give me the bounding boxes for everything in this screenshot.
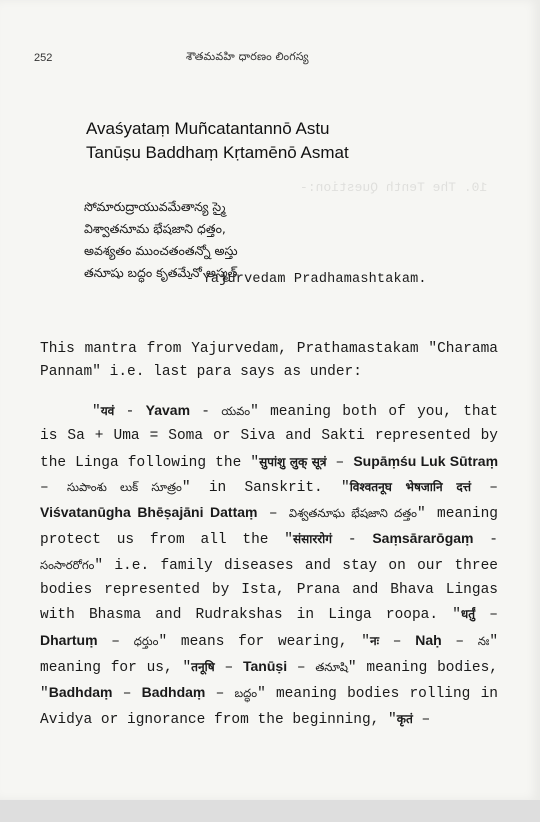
- text-run: " means for wearing, ": [158, 633, 370, 650]
- transliterated-term: Viśvatanūgha Bhēṣajāni Dattaṃ: [40, 504, 258, 521]
- section-title: [86, 117, 349, 165]
- telugu-term: నః: [477, 633, 490, 648]
- telugu-term: సంసారరోగం: [40, 557, 95, 572]
- transliterated-term: Badhdaṃ: [141, 684, 206, 701]
- text-run: -: [473, 532, 498, 549]
- text-run: " meaning for us, ": [40, 633, 499, 676]
- text-run: " meaning bodies, ": [40, 659, 498, 703]
- text-run: " in Sanskrit. ": [181, 479, 350, 496]
- transliterated-term: Dhartuṃ: [40, 631, 98, 648]
- devanagari-term: यवं: [100, 404, 115, 418]
- transliterated-term: Naḥ: [415, 631, 442, 648]
- title-line-2: Tanūṣu Baddhaṃ Kṛtamēnō Asmat: [86, 143, 349, 162]
- show-through-text: 10. The Tenth Question:-: [300, 180, 488, 195]
- telugu-term: తనూషి: [315, 659, 348, 674]
- telugu-term: ధర్తుం: [133, 633, 159, 648]
- text-run: –: [97, 633, 134, 650]
- text-run: –: [475, 607, 498, 624]
- title-line-1: Avaśyataṃ Muñcatantannō Astu: [86, 119, 330, 138]
- running-head: శౌతమవహి ధారణం లింగస్య: [186, 50, 309, 63]
- transliterated-term: Saṃsārarōgaṃ: [372, 530, 474, 547]
- text-run: " meaning bodies rolling in Avidya or ignorance from the beginning, ": [40, 686, 498, 728]
- devanagari-term: धर्तुं: [460, 607, 476, 622]
- text-run: –: [412, 711, 431, 728]
- text-run: ": [92, 404, 101, 420]
- transliterated-term: Tanūṣi: [243, 657, 288, 674]
- verse-line-3: అవశ్యతం ముంచతంతన్నో అస్తు: [84, 243, 238, 258]
- telugu-term: విశ్వతనూఘ భేషజాని దత్తం: [288, 506, 417, 521]
- devanagari-term: संसाररोगं: [293, 532, 333, 547]
- devanagari-term: विश्वतनूघ भेषजानि दत्तं: [349, 479, 472, 494]
- transliterated-term: Badhdaṃ: [48, 684, 113, 701]
- devanagari-term: नः: [369, 633, 380, 648]
- devanagari-term: तनूषि: [191, 659, 215, 674]
- text-run: -: [332, 532, 373, 549]
- verse-line-4: తనూషు బద్ధం కృతమేనో అస్మత్: [84, 265, 238, 280]
- devanagari-term: कृतं: [396, 711, 413, 726]
- text-run: " meaning both of you, that is Sa + Uma = Soma or Siva and Sakti represented by the Linga following the ": [40, 404, 498, 471]
- text-run: –: [40, 479, 67, 496]
- body-text: [40, 338, 498, 732]
- text-run: –: [112, 686, 142, 703]
- page-number: 252: [34, 52, 53, 64]
- telugu-verse: [84, 196, 238, 284]
- paragraph-explanation: [40, 398, 498, 732]
- text-run: –: [471, 479, 498, 496]
- text-run: –: [287, 659, 316, 676]
- text-run: -: [114, 404, 146, 420]
- scan-bottom-margin: [0, 800, 540, 822]
- text-run: –: [214, 659, 243, 676]
- telugu-term: బద్ధం: [234, 686, 258, 701]
- text-run: –: [379, 633, 416, 650]
- verse-attribution: - Yajurvedam Pradhamashtakam.: [186, 272, 427, 287]
- telugu-term: సుపాంశు లుక్ సూత్రం: [66, 479, 182, 494]
- transliterated-term: Supāṃśu Luk Sūtraṃ: [353, 452, 499, 469]
- text-run: " i.e. family diseases and stay on our three bodies represented by Ista, Prana and Bhava Lingas with Bhasma and Rudrakshas in Linga roopa. ": [40, 557, 498, 624]
- text-run: –: [205, 686, 235, 703]
- verse-line-2: విశ్వాతనూమ భేషజాని ధత్తం,: [84, 221, 226, 236]
- telugu-term: యవం: [221, 404, 251, 418]
- verse-line-1: సోమారుద్రాయువమేతాన్య స్మై: [84, 199, 226, 214]
- devanagari-term: सुपांशु लुक् सूत्रं: [259, 454, 327, 469]
- text-run: –: [257, 506, 289, 523]
- text-run: –: [441, 633, 478, 650]
- transliterated-term: Yavam: [145, 402, 191, 418]
- paragraph-intro: This mantra from Yajurvedam, Prathamastakam "Charama Pannam" i.e. last para says as under:: [40, 341, 498, 380]
- text-run: -: [190, 404, 222, 420]
- text-run: " meaning protect us from all the ": [40, 506, 498, 549]
- text-run: –: [326, 454, 354, 471]
